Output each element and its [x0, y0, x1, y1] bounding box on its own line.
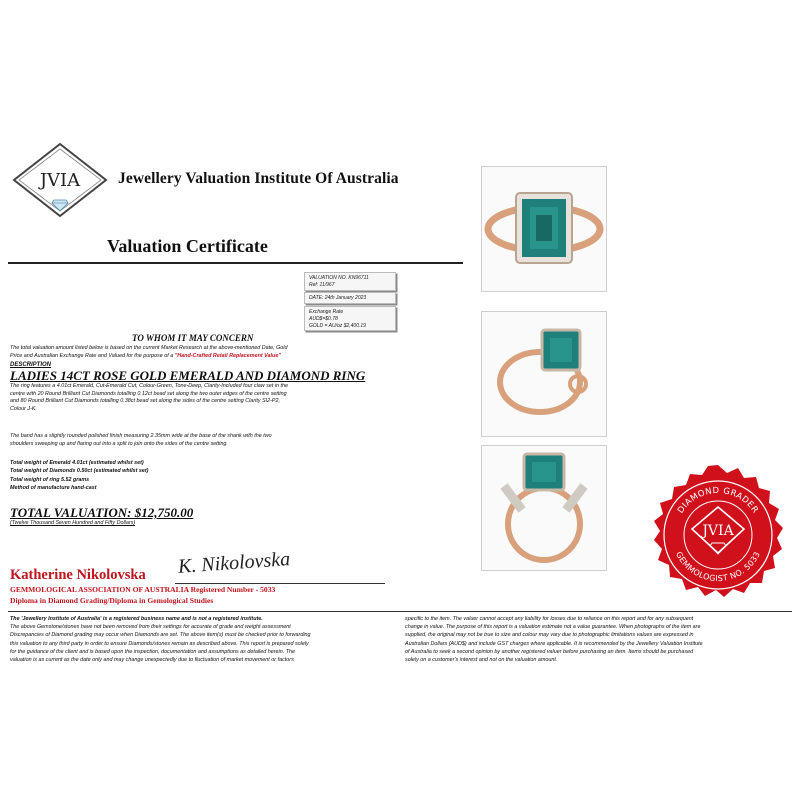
to-whom-heading: TO WHOM IT MAY CONCERN: [132, 333, 254, 343]
diamond-icon: [52, 200, 68, 211]
disclaimer-line: solely on a customer's interest and not on the valuation amount.: [405, 657, 558, 664]
weights-list: [10, 459, 148, 493]
valuation-number-box: [304, 272, 396, 291]
registered-name-notice: The 'Jewellery Institute of Australia' is a registered business name and is not a registered institute.: [10, 616, 263, 622]
diploma-line: Diploma in Diamond Grading/Diploma in Gemological Studies: [10, 596, 214, 605]
disclaimer-line: this valuation to any third party in order to ensure Diamonds/stones remain as described above. This report is prepared solely: [10, 640, 309, 647]
disclaimer-line: Discrepancies of Diamond grading may occur when Diamonds are set. The above item(s) must be checked prior to forwarding: [10, 632, 311, 639]
intro-line-1: The total valuation amount listed below is based on the current Market Research at the above-mentioned Date, Gold: [10, 345, 288, 351]
purpose-highlight: "Hand-Crafted Retail Replacement Value": [174, 353, 281, 359]
gold-rate: GOLD = AU/oz $2,400.19: [309, 323, 366, 329]
ring-photo-top: [481, 166, 607, 292]
valuation-date: DATE: 24th January 2023: [309, 295, 367, 301]
title-divider: [8, 262, 463, 264]
valuation-number: VALUATION NO. KN96711: [309, 275, 369, 281]
certificate-title: Valuation Certificate: [107, 236, 268, 256]
band-description-line: The band has a slightly rounded polished finish measuring 2.35mm wide at the base of the shank with the two: [10, 433, 272, 439]
logo-text: JVIA: [39, 170, 81, 191]
disclaimer-line: Australian Dollars (AUD$) and include GST charges where applicable. It is recommended by the Jewellery Valuation Institute: [405, 640, 703, 647]
ring-photo-side: [481, 311, 607, 437]
weight-item: Total weight of Emerald 4.01ct (estimated whilst set): [10, 460, 144, 466]
signature-line: [175, 583, 385, 584]
total-valuation-text: TOTAL VALUATION: $12,750.00: [10, 505, 194, 520]
seal-center-text: JVIA: [702, 523, 734, 539]
disclaimer-line: of Australia to seek a second opinion by another registered valuer before purchasing an item. Items should be purchased: [405, 648, 694, 655]
signer-name: Katherine Nikolovska: [10, 567, 146, 583]
footer-divider: [8, 611, 792, 612]
band-description: [10, 433, 272, 448]
ring-description-line: and 80 Round Brilliant Cut Diamonds totalling 0.38ct bead set along the sides of the centre setting Clarity SI2-P2,: [10, 398, 280, 405]
weight-item: Total weight of Diamonds 0.50ct (estimated whilst set): [10, 468, 149, 475]
ring-photo-front: [481, 445, 607, 571]
ring-description-line: The ring features a 4.01ct Emerald, Cut-Emerald Cut, Colour-Green, Tone-Deep, Clarity-Included four claw set in the: [10, 383, 289, 389]
seal-bottom-text: GEMMOLOGIST NO. 5033: [673, 550, 763, 584]
intro-line-2-text: Price and Australian Exchange Rate and Valued for the purpose of a: [10, 353, 175, 359]
exchange-label: Exchange Rate: [309, 309, 344, 315]
institute-name: Jewellery Valuation Institute Of Australia: [118, 170, 399, 187]
handwritten-signature: K. Nikolovska: [177, 548, 291, 578]
exchange-aud: AUD$=$0.78: [309, 316, 338, 322]
ring-title: LADIES 14CT ROSE GOLD EMERALD AND DIAMOND RING: [10, 368, 366, 383]
disclaimer-line: specific to the item. The valuer cannot accept any liability for losses due to reliance on this report and for any subsequent: [405, 616, 694, 622]
ring-description-line: Colour J-K.: [10, 405, 37, 412]
disclaimer-line: supplied, the original may not be true to size and colour may vary due to photographic limitations values are expressed in: [405, 632, 694, 639]
disclaimer-line: The above Gemstone/stones have not been removed from their settings for accurate of grade and weight assessment: [10, 624, 291, 631]
disclaimer-left: [10, 615, 311, 664]
ring-description: [10, 383, 288, 413]
seal-top-text: DIAMOND GRADER: [675, 485, 761, 516]
reference-number: Ref: 11/967: [309, 282, 335, 288]
date-box: [304, 292, 396, 304]
intro-line-2: [10, 353, 281, 361]
weight-item: Method of manufacture hand-cast: [10, 485, 97, 492]
description-heading: DESCRIPTION: [10, 362, 52, 368]
ring-description-line: centre with 20 Round Brilliant Cut Diamonds totalling 0.12ct bead set along the two outer edges of the centre setting: [10, 390, 287, 397]
disclaimer-line: for the guidance of the client and is based upon the inspection, documentation and assumptions as detailed herein. The: [10, 648, 295, 655]
association-registration: GEMMOLOGICAL ASSOCIATION OF AUSTRALIA Registered Number - 5033: [10, 585, 276, 594]
total-in-words: (Twelve Thousand Seven Hundred and Fifty Dollars): [10, 520, 136, 526]
disclaimer-right: [405, 615, 703, 664]
weight-item: Total weight of ring 5.52 grams: [10, 476, 90, 483]
band-description-line: shoulders sweeping up and flaring out into a split to join onto the sides of the centre setting.: [10, 440, 228, 447]
jvia-logo: [10, 142, 110, 222]
disclaimer-line: change in value. The purpose of this report is a valuation estimate not a value guarantee. When photographs of the item are: [405, 624, 701, 631]
disclaimer-line: valuation is as current as the date only and may change unexpectedly due to fluctuation of market movement or factors: [10, 657, 294, 664]
exchange-rate-box: [304, 306, 396, 331]
diamond-grader-seal: [646, 463, 790, 607]
total-valuation: [10, 505, 193, 521]
